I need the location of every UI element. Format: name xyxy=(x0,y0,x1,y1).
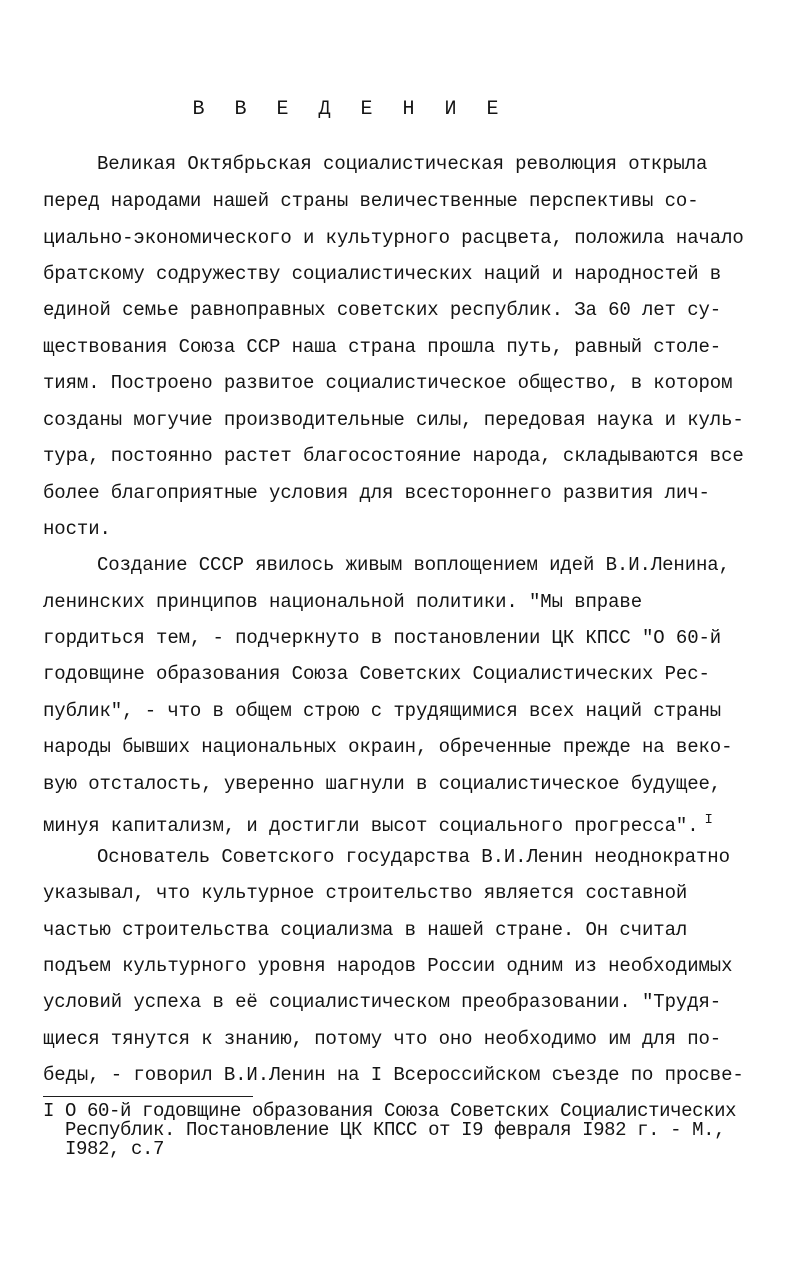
text-line: тиям. Построено развитое социалистическое общество, в котором xyxy=(43,372,733,394)
text-line: подъем культурного уровня народов России одним из необходимых xyxy=(43,955,733,977)
text-line: Основатель Советского государства В.И.Ленин неоднократно xyxy=(97,846,730,868)
text-line: Создание СССР явилось живым воплощением идей В.И.Ленина, xyxy=(97,554,730,576)
text-line: ленинских принципов национальной политики. "Мы вправе xyxy=(43,591,642,613)
text-line: вую отсталость, уверенно шагнули в социалистическое будущее, xyxy=(43,773,722,795)
text-line: указывал, что культурное строительство является составной xyxy=(43,882,688,904)
footnote-line: I О 60-й годовщине образования Союза Советских Социалистических xyxy=(43,1100,737,1122)
text-line-with-footnote xyxy=(43,808,743,838)
footnote-line: Республик. Постановление ЦК КПСС от I9 февраля I982 г. - М., xyxy=(43,1119,726,1141)
text-line: народы бывших национальных окраин, обреченные прежде на веко- xyxy=(43,736,733,758)
text-line: Великая Октябрьская социалистическая революция открыла xyxy=(97,153,708,175)
page-title: В В Е Д Е Н И Е xyxy=(192,98,508,121)
text-line-content: минуя капитализм, и достигли высот социального прогресса". xyxy=(43,815,699,837)
footnote-reference[interactable]: I xyxy=(704,812,713,828)
text-line: щиеся тянутся к знанию, потому что оно необходимо им для по- xyxy=(43,1028,722,1050)
text-line: более благоприятные условия для всестороннего развития лич- xyxy=(43,482,710,504)
text-line: годовщине образования Союза Советских Социалистических Рес- xyxy=(43,663,710,685)
text-line: гордиться тем, - подчеркнуто в постановлении ЦК КПСС "О 60-й xyxy=(43,627,722,649)
text-line: единой семье равноправных советских республик. За 60 лет су- xyxy=(43,299,722,321)
footnote-divider xyxy=(43,1096,253,1097)
text-line: ности. xyxy=(43,518,111,540)
footnote-line: I982, с.7 xyxy=(43,1138,165,1160)
text-line: частью строительства социализма в нашей стране. Он считал xyxy=(43,919,688,941)
text-line: условий успеха в её социалистическом преобразовании. "Трудя- xyxy=(43,991,722,1013)
text-line: циально-экономического и культурного расцвета, положила начало xyxy=(43,227,744,249)
text-line: созданы могучие производительные силы, передовая наука и куль- xyxy=(43,409,744,431)
text-line: перед народами нашей страны величественные перспективы со- xyxy=(43,190,699,212)
text-line: беды, - говорил В.И.Ленин на I Всероссийском съезде по просве- xyxy=(43,1064,744,1086)
text-line: братскому содружеству социалистических наций и народностей в xyxy=(43,263,722,285)
text-line: ществования Союза ССР наша страна прошла путь, равный столе- xyxy=(43,336,722,358)
text-line: публик", - что в общем строю с трудящимися всех наций страны xyxy=(43,700,722,722)
text-line: тура, постоянно растет благосостояние народа, складываются все xyxy=(43,445,744,467)
